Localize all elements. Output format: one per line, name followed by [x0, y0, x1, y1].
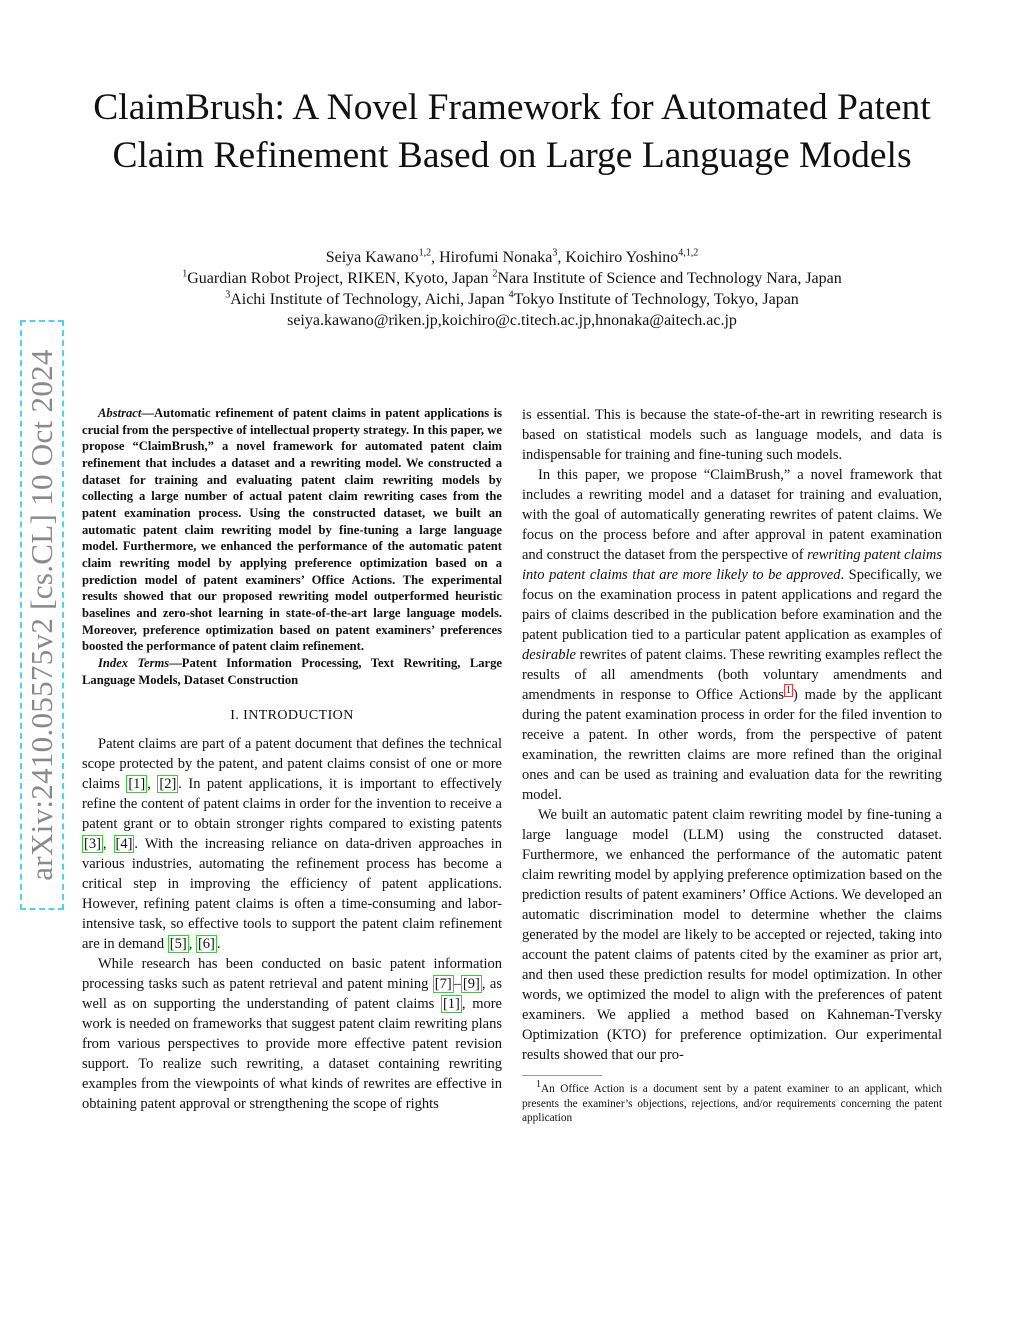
- intro-paragraph-1: [82, 734, 502, 954]
- text-run: rewrites of patent claims. These rewriting examples reflect the results of all amendments (both voluntary amendments and amendments in response to Office Actions: [522, 647, 942, 703]
- text-run: , more work is needed on frameworks that suggest patent claim rewriting plans from various perspectives to provide more effective patent revision support. To realize such rewriting, a dataset containing rewriting examples from the viewpoints of what kinds of rewrites are effective in obtaining patent approval or strengthening the scope of rights: [82, 996, 502, 1113]
- text-run: ,: [147, 776, 158, 793]
- affiliation-4: Tokyo Institute of Technology, Tokyo, Japan: [513, 291, 799, 308]
- index-terms-text: —Patent Information Processing, Text Rewriting, Large Language Models, Dataset Construction: [82, 655, 502, 687]
- affiliation-3: Aichi Institute of Technology, Aichi, Japan: [230, 291, 509, 308]
- author-emails[interactable]: seiya.kawano@riken.jp,koichiro@c.titech.ac.jp,hnonaka@aitech.ac.jp: [287, 312, 737, 329]
- author-2: Hirofumi Nonaka: [439, 249, 553, 266]
- intro-paragraph-2: [82, 954, 502, 1114]
- footnote-text: An Office Action is a document sent by a patent examiner to an applicant, which presents the examiner’s objections, rejections, and/or requirements concerning the patent application: [522, 1083, 942, 1124]
- aff-sup-1: 1: [182, 268, 188, 280]
- footnote-link[interactable]: 1: [785, 685, 791, 697]
- intro-paragraph-4: We built an automatic patent claim rewriting model by fine-tuning a large language model (LLM) using the constructed dataset. Furthermore, we enhanced the performance of the automatic patent claim rewriting model by applying preference optimization based on the prediction results of patent examiners’ Office Actions. We developed an automatic discrimination model to determine whether the claims generated by the model are likely to be accepted or rejected, taking into account the patent claims of patents cited by the examiner as prior art, and then used these prediction results for model optimization. In other words, we optimized the model to align with the preferences of patent examiners. We applied a method based on Kahneman-Tversky Optimization (KTO) for preference optimization. Our experimental results showed that our pro-: [522, 807, 942, 1063]
- text-run: Patent claims are part of a patent document that defines the technical scope protected by the patent, and patent claims consist of one or more claims: [82, 736, 502, 793]
- author-2-sup: 3: [552, 247, 558, 259]
- text-run: , as well as on supporting the understanding of patent claims: [82, 976, 502, 1013]
- citation-link[interactable]: [6]: [197, 936, 215, 953]
- section-number: I.: [230, 708, 244, 724]
- author-1: Seiya Kawano: [325, 249, 419, 266]
- citation-link[interactable]: [2]: [159, 776, 177, 793]
- author-3-sup: 4,1,2: [678, 247, 699, 259]
- text-run: ,: [188, 936, 196, 953]
- text-run: While research has been conducted on basic patent information processing tasks such as patent retrieval and patent mining: [82, 956, 502, 993]
- text-run: . With the increasing reliance on data-driven approaches in various industries, automating the refinement process has become a critical step in improving the efficiency of patent applications. However, refining patent claims is often a time-consuming and labor-intensive task, so effective tools to support the patent claim refinement are in demand: [82, 836, 502, 953]
- footnote: [522, 1079, 942, 1126]
- arxiv-identifier: arXiv:2410.05575v2 [cs.CL] 10 Oct 2024: [24, 349, 59, 881]
- index-terms-label: Index Terms: [98, 655, 170, 670]
- footnote-divider: [522, 1075, 602, 1076]
- author-1-sup: 1,2: [418, 247, 432, 259]
- aff-sup-2: 2: [492, 268, 498, 280]
- abstract: [82, 405, 502, 655]
- emphasis: rewriting patent claims into patent claims that are more likely to be approved: [522, 547, 942, 583]
- affiliation-line-2: [60, 289, 964, 310]
- arxiv-sidebar: [20, 320, 70, 910]
- author-block: [60, 247, 964, 331]
- section-heading-introduction: [82, 706, 502, 726]
- author-names: Seiya Kawano$^{1,2}$, Hirofumi Nonaka$^3$, Koichiro Yoshino$^{4,1,2}$: [325, 247, 699, 266]
- text-run: . Specifically, we focus on the examination process in patent applications and regard the pairs of claims described in the publication before examination and the patent publication tied to a particular patent application as examples of: [522, 567, 942, 643]
- affiliation-2: Nara Institute of Science and Technology Nara, Japan: [497, 270, 842, 287]
- aff-sup-4: 4: [508, 289, 514, 301]
- author-3: Koichiro Yoshino: [565, 249, 679, 266]
- text-run: –: [453, 976, 461, 993]
- aff-sup-3: 3: [225, 289, 231, 301]
- text-run: .: [216, 936, 221, 953]
- right-column: [522, 405, 942, 1126]
- intro-paragraph-3: [522, 465, 942, 805]
- citation-link[interactable]: [7]: [434, 976, 452, 993]
- citation-link[interactable]: [5]: [169, 936, 187, 953]
- abstract-text: —Automatic refinement of patent claims in patent applications is crucial from the perspective of intellectual property strategy. In this paper, we propose “ClaimBrush,” a novel framework for automated patent claim refinement that includes a dataset and a rewriting model. We constructed a dataset for training and evaluating patent claim rewriting models by collecting a large number of actual patent claim rewriting cases from the patent examination process. Using the constructed dataset, we built an automatic patent claim rewriting model by fine-tuning a large language model. Furthermore, we enhanced the performance of the automatic patent claim rewriting model by applying preference optimization based on a prediction model of patent examiners’ Office Actions. The experimental results showed that our proposed rewriting model outperformed heuristic baselines and zero-shot learning in state-of-the-art large language models. Moreover, preference optimization based on patent examiners’ preferences boosted the performance of patent claim refinement.: [82, 406, 502, 654]
- affiliation-1: Guardian Robot Project, RIKEN, Kyoto, Japan: [187, 270, 493, 287]
- left-column: [82, 405, 502, 1114]
- footnote-number: 1: [536, 1079, 541, 1091]
- abstract-label: Abstract: [98, 406, 142, 420]
- text-run: . In patent applications, it is important to effectively refine the content of patent claims in order for the invention to receive a patent grant or to obtain stronger rights compared to existing patents: [82, 776, 503, 833]
- text-run: ) made by the applicant during the patent examination process in order for the filed invention to receive a patent. In other words, from the perspective of patent examination, the rewritten claims are more refined than the original ones and can be used as training and evaluation data for the rewriting model.: [522, 687, 942, 803]
- section-name-rest: NTRODUCTION: [248, 708, 354, 724]
- citation-link[interactable]: [4]: [115, 836, 133, 853]
- citation-link[interactable]: [3]: [84, 836, 101, 853]
- citation-link[interactable]: [1]: [128, 776, 146, 793]
- affiliation-line-1: [60, 268, 964, 289]
- text-run: In this paper, we propose “ClaimBrush,” a novel framework that includes a rewriting model and a dataset for training and evaluation, with the goal of automatically generating rewrites of patent claims. We focus on the process before and after approval in patent examination and construct the dataset from the perspective of: [522, 467, 942, 563]
- citation-link[interactable]: [1]: [442, 996, 460, 1013]
- citation-link[interactable]: [9]: [462, 976, 480, 993]
- text-run: ,: [102, 836, 114, 853]
- index-terms: [82, 655, 502, 688]
- section-name-first: I: [243, 708, 249, 724]
- paper-title: ClaimBrush: A Novel Framework for Automated Patent Claim Refinement Based on Large Language Models: [93, 87, 931, 176]
- emphasis: desirable: [522, 647, 576, 663]
- intro-paragraph-2-cont: is essential. This is because the state-of-the-art in rewriting research is based on statistical models such as language models, and data is indispensable for training and fine-tuning such models.: [522, 407, 942, 463]
